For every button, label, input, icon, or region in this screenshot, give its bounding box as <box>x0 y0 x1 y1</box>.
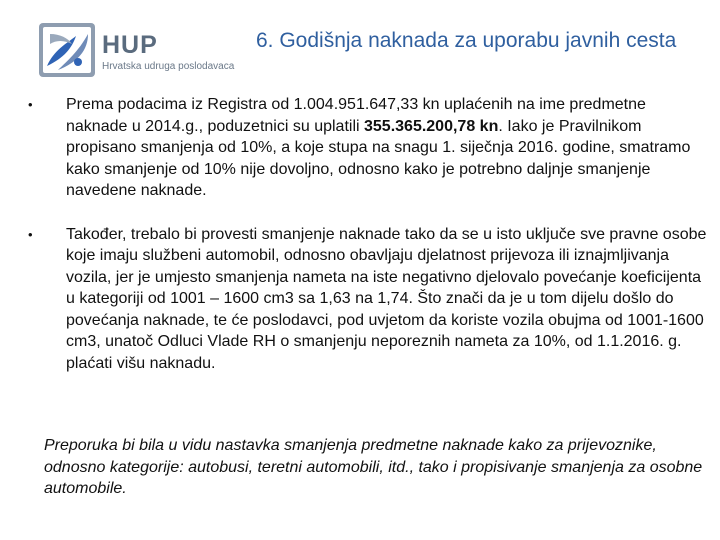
bullet-list <box>0 94 720 374</box>
bullet-marker: • <box>28 97 33 112</box>
bullet-text: Također, trebalo bi provesti smanjenje naknade tako da se u isto uključe sve pravne osobe koje imaju službeni automobil, odnosno obavljaju djelatnost prijevoza ili iznajmljivanja vozila, jer je umjesto smanjenja nameta na iste negativno djelovalo povećanje koeficijenta u kategoriji od 1001 – 1600 cm3 sa 1,63 na 1,74. Što znači da je u tom dijelu došlo do povećanja naknade, te će poslodavci, pod uvjetom da koriste vozila obujma od 1001-1600 cm3, unatoč Odluci Vlade RH o smanjenju neporeznih nameta za 10%, od 1.1.2016. g. plaćati višu naknadu. <box>66 225 707 372</box>
bullet-text-part: Prema podacima iz Registra od 1.004.951.647,33 kn uplaćenih na ime predmetne naknade u 2014.g., poduzetnici su uplatili <box>66 96 646 135</box>
logo-name: HUP <box>102 31 158 59</box>
bullet-item-coefficient <box>0 224 720 375</box>
bullet-bold-amount: 355.365.200,78 kn <box>364 117 499 135</box>
logo-subtitle: Hrvatska udruga poslodavaca <box>102 61 235 72</box>
bullet-marker: • <box>28 226 33 242</box>
slide-title: 6. Godišnja naknada za uporabu javnih cesta <box>256 29 677 52</box>
hup-logo <box>38 22 248 80</box>
bullet-item-registry <box>0 94 720 202</box>
bullet-text-part: . Iako je Pravilnikom propisano smanjenja od 10%, a koje stupa na snagu 1. siječnja 2016. godine, smatramo kako smanjenje od 10% nije dovoljno, odnosno kako je potrebno daljnje smanjenje navedene naknade. <box>66 117 691 199</box>
hup-logo-mark-icon <box>38 22 96 78</box>
recommendation-note: Preporuka bi bila u vidu nastavka smanjenja predmetne naknade kako za prijevoznike, odnosno kategorije: autobusi, teretni automobili, itd., tako i propisivanje smanjenja za osobne automobile. <box>44 437 703 497</box>
